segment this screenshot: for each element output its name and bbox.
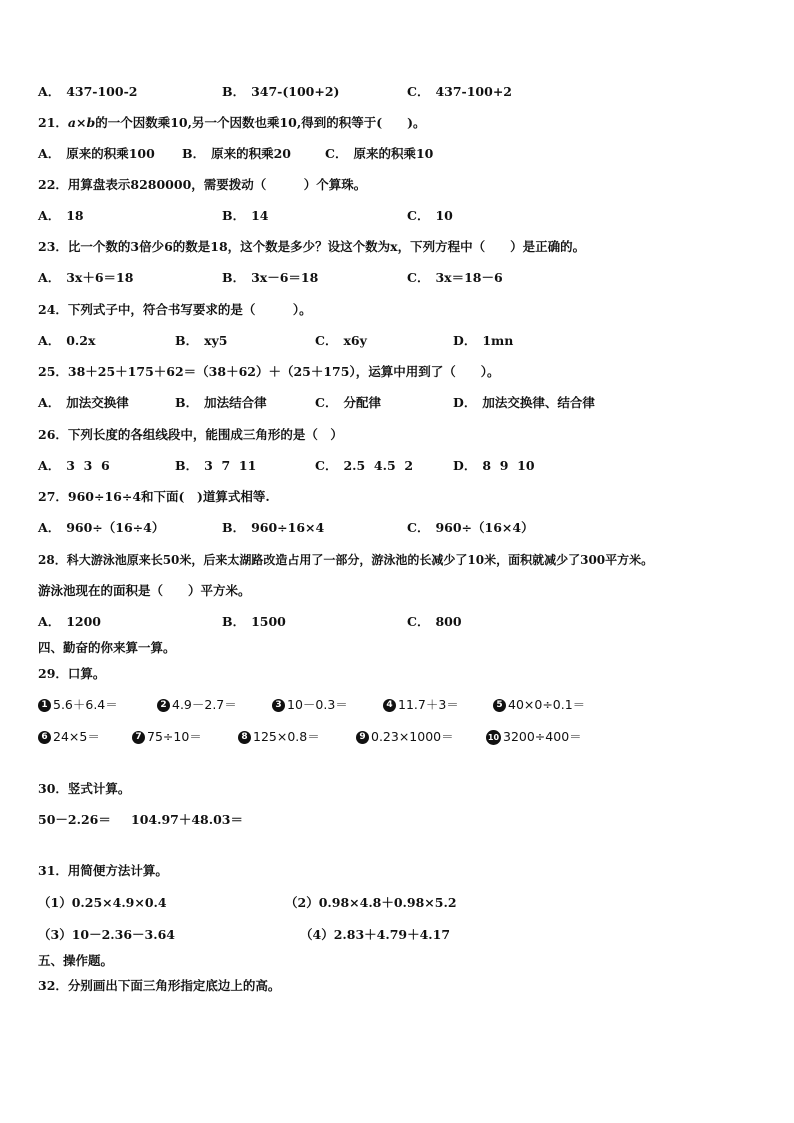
q29-item-2: 2 4.9－2.7＝ [157,697,237,713]
circled-number-icon: 8 [238,731,251,744]
q29-stem: 29．口算。 [38,666,106,681]
q30-expression-1: 50－2.26＝ [38,812,111,827]
q24-option-d[interactable]: D． 1mn [453,333,514,348]
q29-item-1: 1 5.6＋6.4＝ [38,697,118,713]
q21-option-a[interactable]: A． 原来的积乘100 [38,146,155,161]
circled-number-icon: 4 [383,699,396,712]
q29-item-6: 6 24×5＝ [38,729,100,745]
q29-item-3: 3 10－0.3＝ [272,697,348,713]
q22-option-c[interactable]: C． 10 [407,208,453,223]
q29-item-5: 5 40×0÷0.1＝ [493,697,585,713]
q31-stem: 31．用简便方法计算。 [38,863,168,878]
circled-number-icon: 9 [356,731,369,744]
q28-option-c[interactable]: C． 800 [407,614,462,629]
circled-number-icon: 3 [272,699,285,712]
q26-option-c[interactable]: C． 2.5 4.5 2 [315,458,414,473]
q23-option-a[interactable]: A． 3x＋6＝18 [38,270,134,285]
q25-option-d[interactable]: D． 加法交换律、结合律 [453,395,595,410]
circled-number-icon: 2 [157,699,170,712]
q26-stem: 26．下列长度的各组线段中，能围成三角形的是（ ） [38,427,343,442]
q26-option-a[interactable]: A． 3 3 6 [38,458,110,473]
q23-option-c[interactable]: C． 3x＝18－6 [407,270,503,285]
q28-option-b[interactable]: B． 1500 [222,614,286,629]
q26-option-d[interactable]: D． 8 9 10 [453,458,535,473]
q29-item-9: 9 0.23×1000＝ [356,729,454,745]
section-heading-4: 四、勤奋的你来算一算。 [38,640,176,655]
circled-number-icon: 6 [38,731,51,744]
q26-option-b[interactable]: B． 3 7 11 [175,458,257,473]
q29-item-8: 8 125×0.8＝ [238,729,320,745]
q30-expression-2: 104.97＋48.03＝ [131,812,243,827]
q23-stem: 23．比一个数的3倍少6的数是18，这个数是多少？设这个数为x，下列方程中（ ）是正确的。 [38,239,586,254]
circled-number-icon: 1 [38,699,51,712]
q31-item-3: （3）10－2.36－3.64 [38,927,175,942]
q21-option-b[interactable]: B． 原来的积乘20 [182,146,291,161]
q20-option-b[interactable]: B． 347-(100+2) [222,84,340,99]
q24-option-b[interactable]: B． xy5 [175,333,228,348]
q25-option-b[interactable]: B． 加法结合律 [175,395,267,410]
q25-option-a[interactable]: A． 加法交换律 [38,395,129,410]
q31-item-4: （4）2.83＋4.79＋4.17 [300,927,451,942]
q31-item-1: （1）0.25×4.9×0.4 [38,895,167,910]
q24-stem: 24．下列式子中，符合书写要求的是（ ）。 [38,302,312,317]
q22-option-b[interactable]: B． 14 [222,208,269,223]
q29-item-7: 7 75÷10＝ [132,729,202,745]
q21-variable: a×b [67,115,96,130]
q27-option-a[interactable]: A． 960÷（16÷4） [38,520,165,535]
q28-stem-line2: 游泳池现在的面积是（ ）平方米。 [38,583,251,598]
q27-stem: 27．960÷16÷4和下面( )道算式相等. [38,489,270,504]
q31-item-2: （2）0.98×4.8＋0.98×5.2 [285,895,457,910]
q27-option-c[interactable]: C． 960÷（16×4） [407,520,534,535]
q30-stem: 30．竖式计算。 [38,781,131,796]
section-heading-5: 五、操作题。 [38,953,114,968]
q28-stem-line1: 28．科大游泳池原来长50米，后来太湖路改造占用了一部分，游泳池的长减少了10米，面积就减少了300平方米。 [38,553,654,567]
q27-option-b[interactable]: B． 960÷16×4 [222,520,325,535]
q23-option-b[interactable]: B． 3x－6＝18 [222,270,319,285]
q21-stem: 21．a×b的一个因数乘10,另一个因数也乘10,得到的积等于( )。 [38,115,426,130]
q24-option-a[interactable]: A． 0.2x [38,333,96,348]
q20-option-c[interactable]: C． 437-100+2 [407,84,512,99]
q25-stem: 25．38＋25＋175＋62＝（38＋62）＋（25＋175），运算中用到了（ ）。 [38,364,500,379]
q20-option-a[interactable]: A． 437-100-2 [38,84,138,99]
q25-option-c[interactable]: C． 分配律 [315,395,381,410]
circled-number-icon: 5 [493,699,506,712]
q21-option-c[interactable]: C． 原来的积乘10 [325,146,434,161]
q24-option-c[interactable]: C． x6y [315,333,367,348]
q32-stem: 32．分别画出下面三角形指定底边上的高。 [38,978,281,993]
q22-option-a[interactable]: A． 18 [38,208,84,223]
q29-item-4: 4 11.7＋3＝ [383,697,459,713]
circled-number-icon: 10 [486,730,501,745]
circled-number-icon: 7 [132,731,145,744]
q28-option-a[interactable]: A． 1200 [38,614,101,629]
q22-stem: 22．用算盘表示8280000，需要拨动（ ）个算珠。 [38,177,367,192]
q29-item-10: 10 3200÷400＝ [487,729,582,744]
